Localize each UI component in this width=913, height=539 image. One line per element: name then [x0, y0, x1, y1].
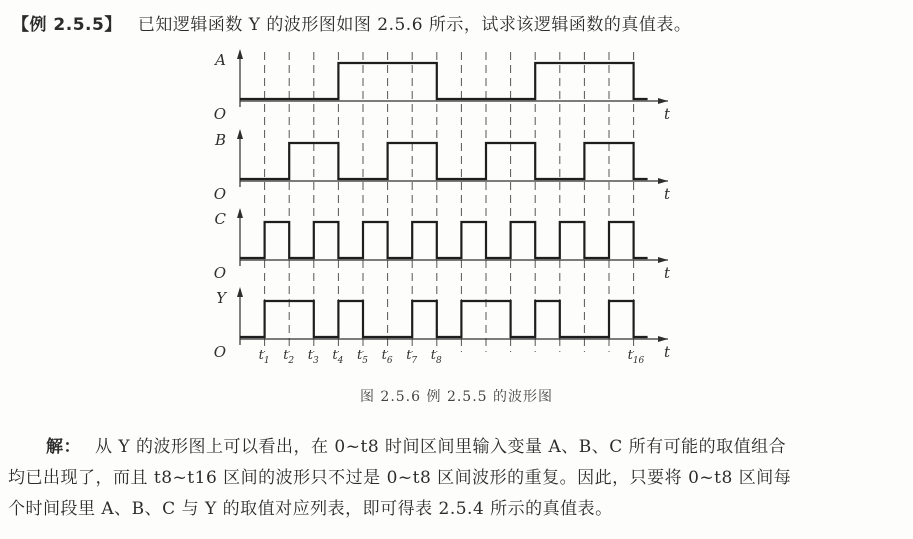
solution-line-1	[46, 432, 913, 457]
time-marker-t4: $t_4$	[332, 348, 344, 366]
signal-label-y: Y	[216, 289, 226, 307]
time-label: t	[664, 185, 671, 203]
time-marker-t5: $t_5$	[357, 348, 368, 366]
origin-label: O	[213, 264, 226, 282]
time-axis-arrow	[658, 336, 668, 342]
time-label: t	[664, 264, 671, 282]
signal-label-a: A	[215, 51, 226, 69]
time-marker-t2: $t_2$	[283, 348, 295, 366]
example-statement: 已知逻辑函数 Y 的波形图如图 2.5.6 所示，试求该逻辑函数的真值表。	[137, 15, 692, 35]
time-marker-t6: $t_6$	[381, 348, 393, 366]
time-marker-t3: $t_3$	[307, 348, 319, 366]
level-axis-arrow	[237, 129, 243, 139]
signal-label-c: C	[214, 210, 226, 228]
solution-text-1: 从 Y 的波形图上可以看出，在 0~t8 时间区间里输入变量 A、B、C 所有可能的取值组合	[95, 437, 787, 457]
waveform-a	[240, 63, 648, 99]
time-label: t	[664, 343, 671, 361]
time-label: t	[664, 105, 671, 123]
time-axis-arrow	[658, 98, 668, 104]
waveform-b	[240, 143, 648, 179]
example-tag: 【例 2.5.5】	[12, 15, 122, 35]
figure-caption: 图 2.5.6 例 2.5.5 的波形图	[359, 389, 554, 405]
level-axis-arrow	[237, 287, 243, 297]
time-marker-t8: $t_8$	[430, 348, 442, 366]
solution-line-3: 个时间段里 A、B、C 与 Y 的取值对应列表，即可得表 2.5.4 所示的真值表。	[8, 499, 613, 519]
origin-label: O	[213, 105, 226, 123]
waveform-c	[240, 222, 648, 258]
level-axis-arrow	[237, 49, 243, 59]
origin-label: O	[213, 185, 226, 203]
solution-line-2: 均已出现了，而且 t8~t16 区间的波形只不过是 0~t8 区间波形的重复。因此，只要将 0~t8 区间每	[8, 468, 792, 488]
time-axis-arrow	[658, 257, 668, 263]
signal-label-b: B	[214, 131, 226, 149]
waveform-y	[240, 301, 648, 337]
time-marker-t1: $t_1$	[258, 348, 270, 366]
solution-label: 解：	[46, 437, 81, 457]
level-axis-arrow	[237, 208, 243, 218]
origin-label: O	[213, 343, 226, 361]
time-axis-arrow	[658, 178, 668, 184]
time-marker-t7: $t_7$	[406, 348, 418, 366]
time-marker-t16: $t_{16}$	[627, 348, 645, 366]
